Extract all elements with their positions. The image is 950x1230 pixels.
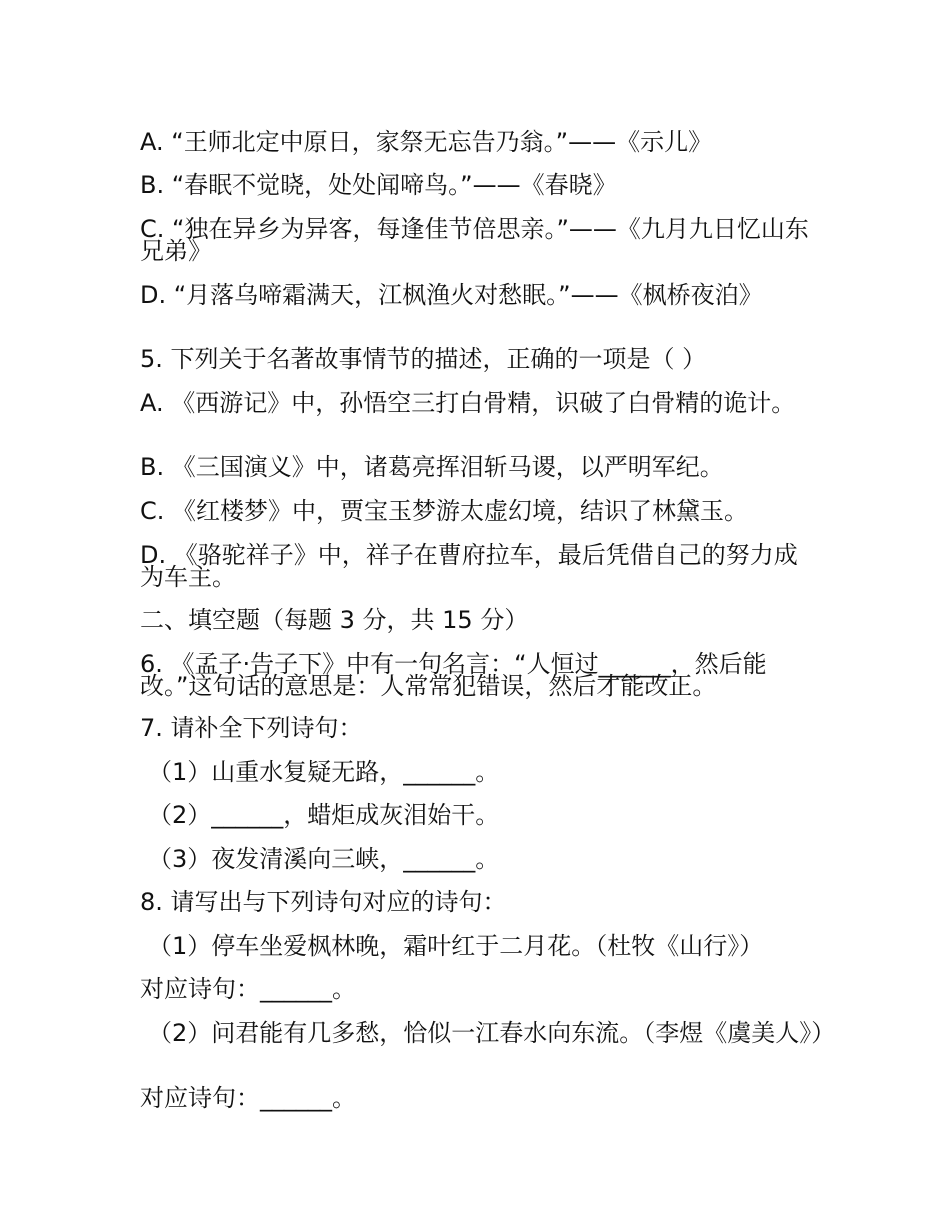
question-5: 5. 下列关于名著故事情节的描述，正确的一项是（ ） bbox=[140, 345, 707, 373]
q8-item-2-answer: 对应诗句：______。 bbox=[140, 1084, 356, 1112]
q8-item-1: （1）停车坐爱枫林晚，霜叶红于二月花。（杜牧《山行》） bbox=[148, 932, 764, 960]
q7-item-1: （1）山重水复疑无路，______。 bbox=[148, 758, 500, 786]
option-b-chunxiao: B. “春眠不觉晓，处处闻啼鸟。”——《春晓》 bbox=[140, 171, 617, 199]
question-8: 8. 请写出与下列诗句对应的诗句： bbox=[140, 888, 507, 916]
question-6: 6. 《孟子·告子下》中有一句名言：“人恒过______，然后能改。”这句话的意思是：人常常犯错误，然后才能改正。 bbox=[140, 650, 767, 700]
q5-option-d: D. 《骆驼祥子》中，祥子在曹府拉车，最后凭借自己的努力成为车主。 bbox=[140, 541, 798, 591]
q5-option-c: C. 《红楼梦》中，贾宝玉梦游太虚幻境，结识了林黛玉。 bbox=[140, 497, 749, 525]
option-c-jiuyue: C. “独在异乡为异客，每逢佳节倍思亲。”——《九月九日忆山东兄弟》 bbox=[140, 215, 809, 265]
section-fill-blank-heading: 二、填空题（每题 3 分，共 15 分） bbox=[140, 606, 529, 634]
q5-option-a: A. 《西游记》中，孙悟空三打白骨精，识破了白骨精的诡计。 bbox=[140, 389, 796, 417]
q8-item-1-answer: 对应诗句：______。 bbox=[140, 975, 356, 1003]
q7-item-3: （3）夜发清溪向三峡，______。 bbox=[148, 845, 500, 873]
q7-item-2: （2）______，蜡炬成灰泪始干。 bbox=[148, 801, 500, 829]
q5-option-b: B. 《三国演义》中，诸葛亮挥泪斩马谡，以严明军纪。 bbox=[140, 453, 724, 481]
option-a-shier: A. “王师北定中原日，家祭无忘告乃翁。”——《示儿》 bbox=[140, 128, 713, 156]
question-7: 7. 请补全下列诗句： bbox=[140, 714, 363, 742]
q8-item-2: （2）问君能有几多愁，恰似一江春水向东流。（李煜《虞美人》） bbox=[148, 1019, 836, 1047]
option-d-fengqiao: D. “月落乌啼霜满天，江枫渔火对愁眠。”——《枫桥夜泊》 bbox=[140, 281, 763, 309]
